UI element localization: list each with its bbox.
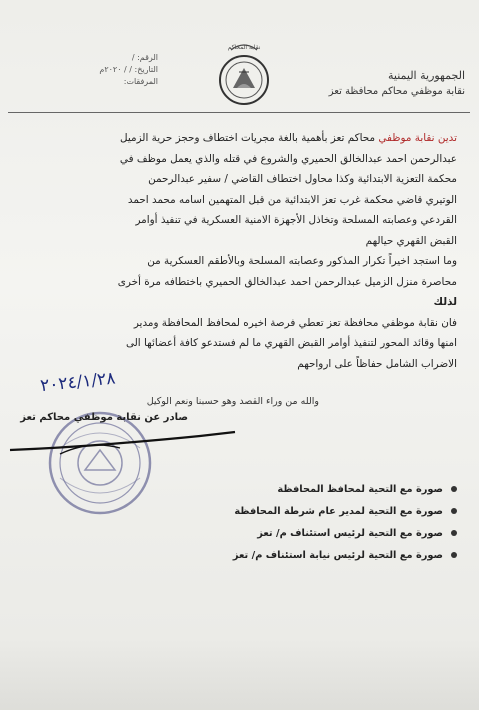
body-line-text: القبض القهري حيالهم xyxy=(365,234,457,247)
header-divider xyxy=(8,112,470,113)
body-line xyxy=(17,333,457,354)
body-line-text: القردعي وعصابته المسلحة وتخاذل الأجهزة الامنية العسكرية في تنفيذ أوامر xyxy=(135,214,457,226)
bullet-icon xyxy=(451,552,457,558)
paper-shadow xyxy=(0,640,479,710)
body-line-highlight: تدين نقابة موظفي xyxy=(378,132,457,144)
body-line-text: محاصرة منزل الزميل عبدالرحمن احمد عبدالخالق الحميري باختطافه مرة أخرى xyxy=(117,275,457,288)
cc-item-3: صورة مع التحية لرئيس استئناف م/ تعز xyxy=(197,528,457,539)
cc-item-1: صورة مع التحية لمحافظ المحافظة xyxy=(197,484,457,495)
body-line xyxy=(17,292,457,313)
body-line xyxy=(17,149,457,170)
ref-attachments: المرفقات: xyxy=(123,77,158,86)
letterhead-institution xyxy=(295,68,465,100)
cc-item-4: صورة مع التحية لرئيس نيابة استئناف م/ تعز xyxy=(197,550,457,561)
handwritten-date: ٢٠٢٤/١/٢٨ xyxy=(39,368,117,397)
emblem-icon xyxy=(213,40,275,108)
union-emblem xyxy=(213,40,275,108)
body-line xyxy=(17,251,457,272)
emblem-label: نقابة المحاكم xyxy=(227,44,261,51)
body-line-text: الاضراب الشامل حفاظاً على ارواحهم xyxy=(297,357,457,370)
body-line-text: لذلك xyxy=(433,296,457,308)
body-line-text: فان نقابة موظفي محافظة تعز تعطي فرصة اخيره لمحافظ المحافظة ومدير xyxy=(133,316,457,329)
closing-line: والله من وراء القصد وهو حسبنا ونعم الوكيل xyxy=(146,396,319,407)
body-line-text: الوتيري قاضي محكمة غرب تعز الابتدائية من قبل المتهمين اسامه محمد احمد xyxy=(127,193,457,206)
body-line xyxy=(17,231,457,252)
cc-item-2: صورة مع التحية لمدير عام شرطة المحافظة xyxy=(197,506,457,517)
body-line-text: وما استجد اخيراً تكرار المذكور وعصابته المسلحة وبالأطقم العسكرية من xyxy=(147,255,457,267)
body-line xyxy=(17,210,457,231)
letter-reference-block xyxy=(58,52,158,88)
letterhead-union: نقابة موظفي محاكم محافظة تعز xyxy=(328,86,465,97)
body-line xyxy=(17,272,457,293)
ref-number: الرقم: / xyxy=(131,53,158,62)
letter-body xyxy=(17,128,457,374)
letterhead-country: الجمهورية اليمنية xyxy=(387,69,465,82)
issuer-line: صادر عن نقابة موظفي محاكم تعز xyxy=(20,412,188,423)
body-line xyxy=(17,169,457,190)
body-line xyxy=(17,313,457,334)
body-line-text: محكمة التعزية الابتدائية وكذا محاول اختطاف القاضي / سفير عبدالرحمن xyxy=(148,173,457,185)
ref-date: التاريخ: / / ٢٠٢٠م xyxy=(99,65,158,74)
body-line-text: محاكم تعز بأهمية بالغة مجريات اختطاف وحجز حرية الزميل xyxy=(120,132,379,144)
body-line-text: امنها وقائد المحور لتنفيذ أوامر القبض القهري ما لم فستدعو كافة أعضائها الى xyxy=(125,337,457,349)
signature-icon xyxy=(0,418,240,478)
bullet-icon xyxy=(451,486,457,492)
body-line xyxy=(17,128,457,149)
signature-scribble xyxy=(0,418,240,478)
body-line xyxy=(17,190,457,211)
bullet-icon xyxy=(451,530,457,536)
bullet-icon xyxy=(451,508,457,514)
body-line-text: عبدالرحمن احمد عبدالخالق الحميري والشروع في قتله والذي يعمل موظف في xyxy=(119,152,457,165)
